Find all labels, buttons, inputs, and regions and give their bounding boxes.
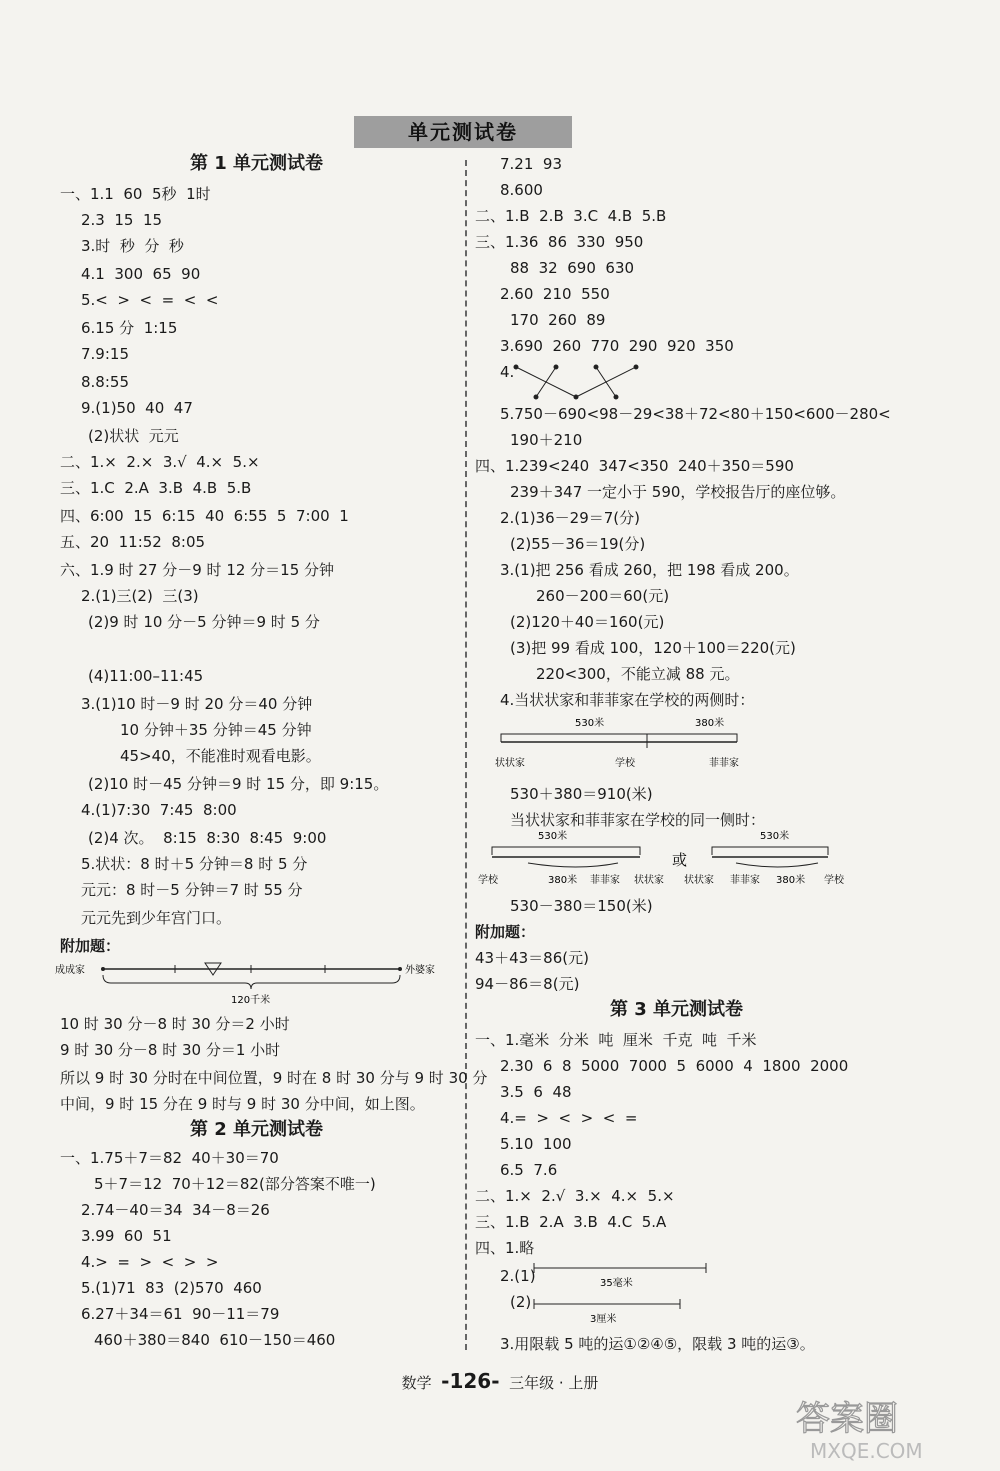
answer-line: (2)9 时 10 分－5 分钟＝9 时 5 分 [88, 613, 320, 631]
answer-line: (2) [510, 1293, 532, 1311]
answer-line: 二、1.× 2.√ 3.× 4.× 5.× [475, 1187, 675, 1205]
p3-left: 菲菲家 [590, 875, 620, 886]
answer-line: 2.30 6 8 5000 7000 5 6000 4 1800 2000 [500, 1057, 849, 1075]
answer-line: (2)4 次。 8:15 8:30 8:45 9:00 [88, 829, 327, 847]
answer-line: 4.1 300 65 90 [81, 265, 201, 283]
p2-label: 学校 [615, 758, 635, 769]
footer-grade: 三年级 · 上册 [509, 1374, 599, 1392]
answer-line: 4.= > < > < = [500, 1109, 638, 1127]
answer-line: 一、1.毫米 分米 吨 厘米 千克 吨 千米 [475, 1031, 757, 1049]
answer-line: 一、1.1 60 5秒 1时 [60, 185, 211, 203]
answer-line: 5.750－690<98－29<38＋72<80＋150<600－280< [500, 405, 891, 423]
answer-line: 一、1.75＋7＝82 40＋30＝70 [60, 1149, 279, 1167]
school-right: 学校 [824, 875, 844, 886]
answer-line: 当状状家和菲菲家在学校的同一侧时： [510, 811, 766, 829]
answer-line: 6.5 7.6 [500, 1161, 558, 1179]
mm3-label: 3厘米 [590, 1314, 617, 1325]
answer-line: 所以 9 时 30 分时在中间位置，9 时在 8 时 30 分与 9 时 30 分 [60, 1069, 488, 1087]
p3-label: 菲菲家 [709, 758, 739, 769]
answer-line: 2.(1)36－29＝7(分) [500, 509, 640, 527]
answer-line: 7.21 93 [500, 155, 563, 173]
answer-line: 260－200＝60(元) [536, 587, 670, 605]
answer-line: 附加题： [60, 937, 121, 955]
answer-line: 中间，9 时 15 分在 9 时与 9 时 30 分中间，如上图。 [60, 1095, 425, 1113]
answer-line: 2.(1)三(2) 三(3) [81, 587, 199, 605]
same-side-figure [478, 825, 868, 890]
answer-line: 三、1.36 86 330 950 [475, 233, 644, 251]
answer-line: 4.> = > < > > [81, 1253, 219, 1271]
both-sides-figure [495, 712, 815, 774]
unit-title: 第 3 单元测试卷 [610, 999, 744, 1020]
answer-line: 四、6:00 15 6:15 40 6:55 5 7:00 1 [60, 507, 349, 525]
answer-line: 43＋43＝86(元) [475, 949, 589, 967]
p1-left: 状状家 [634, 875, 664, 886]
answer-line: 六、1.9 时 27 分－9 时 12 分＝15 分钟 [60, 561, 335, 579]
column-divider [465, 160, 467, 1350]
answer-line: 170 260 89 [510, 311, 606, 329]
p3-right: 菲菲家 [730, 875, 760, 886]
answer-line: 三、1.C 2.A 3.B 4.B 5.B [60, 479, 252, 497]
home-b-label: 外婆家 [405, 965, 435, 976]
answer-line: 190＋210 [510, 431, 583, 449]
answer-line: 2.74－40＝34 34－8＝26 [81, 1201, 270, 1219]
answer-line: 二、1.B 2.B 3.C 4.B 5.B [475, 207, 667, 225]
matching-lines-figure [510, 363, 650, 403]
watermark-bottom: MXQE.COM [810, 1439, 923, 1463]
d530-right: 530米 [760, 831, 790, 842]
answer-line: 3.5 6 48 [500, 1083, 572, 1101]
home-a-label: 成成家 [55, 965, 85, 976]
answer-line: 45>40，不能准时观看电影。 [120, 747, 321, 765]
svg-text:380米: 380米 [548, 875, 578, 886]
page-number: -126- [441, 1369, 500, 1393]
d530-left: 530米 [538, 831, 568, 842]
answer-line: 元元：8 时－5 分钟＝7 时 55 分 [81, 881, 303, 899]
answer-line: 四、1.略 [475, 1239, 535, 1257]
answer-line: 5.< > < = < < [81, 291, 219, 309]
answer-line: (2)10 时－45 分钟＝9 时 15 分，即 9:15。 [88, 775, 389, 793]
answer-line: (2)120＋40＝160(元) [510, 613, 665, 631]
answer-line: 二、1.× 2.× 3.√ 4.× 5.× [60, 453, 260, 471]
answer-line: 220<300，不能立减 88 元。 [536, 665, 740, 683]
answer-line: 3.99 60 51 [81, 1227, 172, 1245]
answer-line: 7.9:15 [81, 345, 129, 363]
answer-line: (2)状状 元元 [88, 427, 179, 445]
p1-right: 状状家 [684, 875, 714, 886]
answer-line: 530＋380＝910(米) [510, 785, 653, 803]
segments-figure [530, 1258, 710, 1328]
answer-line: 5.(1)71 83 (2)570 460 [81, 1279, 262, 1297]
answer-line: 2.3 15 15 [81, 211, 163, 229]
answer-line: 239＋347 一定小于 590，学校报告厅的座位够。 [510, 483, 846, 501]
answer-line: 三、1.B 2.A 3.B 4.C 5.A [475, 1213, 667, 1231]
watermark-top: 答案圈 [796, 1399, 898, 1439]
answer-line: 四、1.239<240 347<350 240＋350＝590 [475, 457, 794, 475]
school-left: 学校 [478, 875, 498, 886]
answer-line: 4. [500, 363, 515, 381]
answer-line: 5.状状：8 时＋5 分钟＝8 时 5 分 [81, 855, 308, 873]
p1-label: 状状家 [495, 758, 525, 769]
answer-line: 五、20 11:52 8:05 [60, 533, 206, 551]
answer-line: 4.当状状家和菲菲家在学校的两侧时： [500, 691, 755, 709]
answer-line: 9.(1)50 40 47 [81, 399, 193, 417]
answer-line: 460＋380＝840 610－150＝460 [94, 1331, 336, 1349]
answer-line: 3.690 260 770 290 920 350 [500, 337, 734, 355]
watermark [782, 1390, 972, 1465]
answer-line: 6.27＋34＝61 90－11＝79 [81, 1305, 280, 1323]
answer-line: 3.(1)10 时－9 时 20 分＝40 分钟 [81, 695, 313, 713]
unit-title: 第 2 单元测试卷 [190, 1119, 324, 1140]
d380-label: 380米 [695, 718, 725, 729]
answer-line: 2.60 210 550 [500, 285, 610, 303]
answer-line: 88 32 690 630 [510, 259, 635, 277]
answer-line: 元元先到少年宫门口。 [81, 909, 232, 927]
d530-label: 530米 [575, 718, 605, 729]
answer-line: 8.600 [500, 181, 543, 199]
unit-title: 第 1 单元测试卷 [190, 153, 324, 174]
answer-line: 5.10 100 [500, 1135, 572, 1153]
answer-line: 5＋7＝12 70＋12＝82(部分答案不唯一) [94, 1175, 376, 1193]
answer-line: 94－86＝8(元) [475, 975, 580, 993]
answer-line: 10 时 30 分－8 时 30 分＝2 小时 [60, 1015, 290, 1033]
svg-text:380米: 380米 [776, 875, 806, 886]
footer-subject: 数学 [401, 1374, 432, 1392]
answer-line: (3)把 99 看成 100，120＋100＝220(元) [510, 639, 796, 657]
answer-line: 530－380＝150(米) [510, 897, 653, 915]
mm35-label: 35毫米 [600, 1278, 633, 1289]
answer-line: 3.用限载 5 吨的运①②④⑤，限载 3 吨的运③。 [500, 1335, 815, 1353]
answer-line: (4)11:00–11:45 [88, 667, 204, 685]
answer-line: 3.时 秒 分 秒 [81, 237, 184, 255]
distance-label: 120千米 [231, 995, 271, 1006]
answer-line: 8.8:55 [81, 373, 129, 391]
answer-line: 2.(1) [500, 1267, 536, 1285]
section-banner: 单元测试卷 [354, 116, 572, 148]
distance-line-figure [55, 955, 435, 1010]
answer-line: 9 时 30 分－8 时 30 分＝1 小时 [60, 1041, 281, 1059]
answer-line: 6.15 分 1:15 [81, 319, 178, 337]
or-label: 或 [672, 851, 688, 869]
answer-line: 4.(1)7:30 7:45 8:00 [81, 801, 237, 819]
answer-line: 10 分钟＋35 分钟＝45 分钟 [120, 721, 312, 739]
answer-line: 3.(1)把 256 看成 260，把 198 看成 200。 [500, 561, 799, 579]
answer-line: 附加题： [475, 923, 536, 941]
answer-line: (2)55－36＝19(分) [510, 535, 646, 553]
